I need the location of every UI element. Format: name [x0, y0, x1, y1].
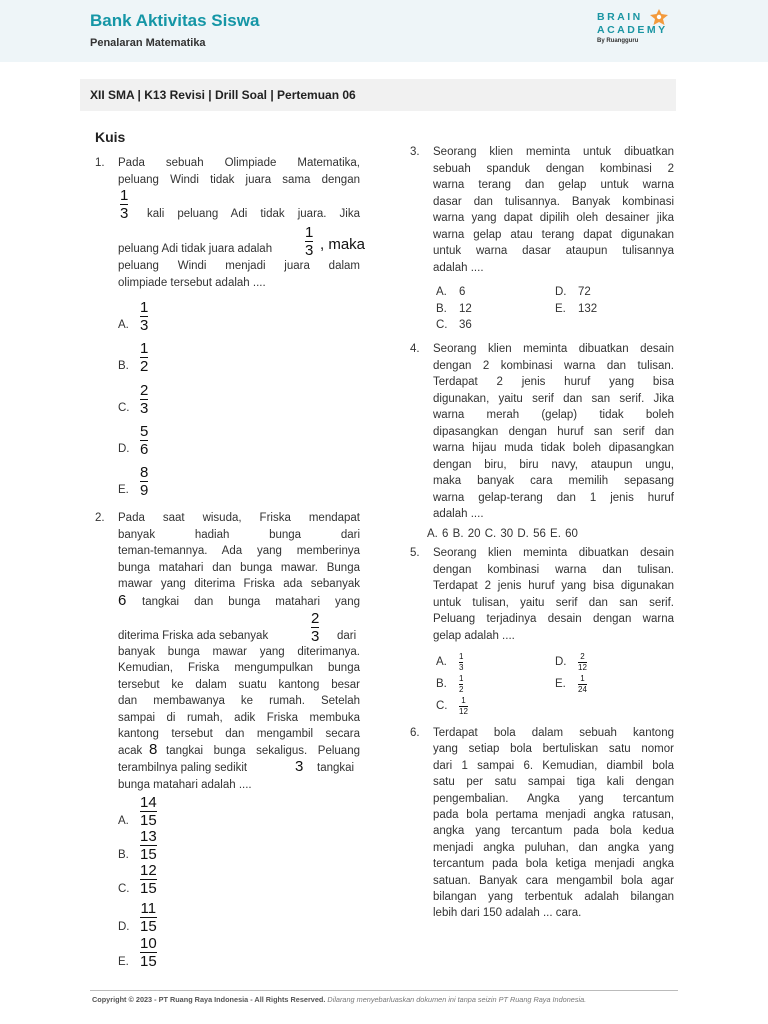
option-label: D.: [555, 286, 567, 298]
text-line: dipasangkan dengan huruf san serif dan: [433, 425, 674, 438]
option-label: C.: [436, 700, 448, 712]
text-line: pada bola pertama menjadi angka ratusan,: [433, 809, 674, 821]
option-label: E.: [118, 956, 129, 968]
q1-line: peluang Windi tidak juara sama dengan: [118, 174, 360, 186]
q5-number: 5.: [410, 547, 420, 559]
q1-inline-fraction: [120, 188, 128, 221]
option-label: A.: [118, 319, 129, 331]
text-line: yang setiap bola bertuliskan satu nomor: [433, 743, 674, 756]
text-line: satuan. Banyak cara mengambil bola agar: [433, 874, 674, 887]
fraction-denominator: 3: [140, 400, 149, 417]
q2-line: tangkai dan bunga matahari yang: [142, 596, 360, 608]
text-line: digunakan, yaitu serif dan san serif. Jika: [433, 392, 674, 405]
fraction-numerator: 12: [140, 862, 157, 879]
q2-line: diterima Friska ada sebanyak: [118, 630, 269, 642]
q1-line: Pada sebuah Olimpiade Matematika,: [118, 157, 360, 169]
fraction-denominator: 12: [459, 707, 468, 716]
course-info-text: XII SMA | K13 Revisi | Drill Soal | Pertemuan 06: [90, 88, 356, 102]
fraction-denominator: 15: [140, 812, 157, 829]
fraction-denominator: 24: [578, 685, 587, 694]
q2-line: sampai di rumah, adik Friska membuka: [118, 712, 360, 724]
option-label: A.: [436, 286, 447, 298]
fraction-numerator: 10: [140, 935, 157, 952]
fraction-denominator: 9: [140, 482, 149, 499]
fraction: [578, 675, 587, 694]
fraction-numerator: 1: [459, 652, 464, 661]
option-value: 12: [459, 303, 472, 315]
fraction-numerator: 2: [580, 652, 585, 661]
fraction: [140, 465, 148, 498]
fraction: [459, 653, 463, 672]
option-value: 132: [578, 303, 598, 315]
text-line: warna terang dan gelap untuk warna: [433, 179, 674, 191]
q2-number: 2.: [95, 512, 105, 524]
q2-line: dari: [337, 630, 357, 642]
fraction: [140, 424, 148, 457]
option-label: C.: [118, 883, 130, 895]
q2-line: teman-temannya. Ada yang memberinya: [118, 545, 360, 557]
fraction: [140, 863, 157, 896]
fraction-numerator: 1: [140, 299, 149, 316]
text-line: untuk tulisan, yaitu serif dan san serif.: [433, 596, 674, 609]
text-line: dengan 2 kombinasi warna dan tulisan.: [433, 359, 674, 372]
q1-line: peluang Adi tidak juara adalah: [118, 243, 273, 255]
fraction-denominator: 2: [140, 358, 149, 375]
fraction-numerator: 8: [140, 464, 149, 481]
fraction-numerator: 1: [580, 674, 585, 683]
fraction-denominator: 3: [120, 205, 129, 222]
q1-line: peluang Windi menjadi juara dalam: [118, 260, 360, 272]
q1-inline-fraction: [305, 225, 313, 258]
logo-line-2: ACADEMY: [597, 24, 668, 36]
fraction: [140, 829, 157, 862]
q2-line: banyak bunga mawar yang diterimanya.: [118, 646, 360, 658]
q2-line: tersebut ke dalam suatu kantong besar: [118, 679, 360, 691]
fraction-numerator: 11: [140, 900, 157, 917]
text-line: dengan biru, biru navy, ataupun ungu,: [433, 458, 674, 471]
text-line: dasar dan tulisannya. Banyak kombinasi: [433, 195, 674, 208]
option-label: B.: [436, 678, 447, 690]
q3-number: 3.: [410, 146, 420, 158]
page-footer: [92, 995, 586, 1004]
q2-line: terambilnya paling sedikit: [118, 762, 248, 774]
text-line: warna gelap atau terang dapat digunakan: [433, 228, 674, 241]
q2-line: tangkai: [317, 762, 355, 774]
logo-line-1: BRAIN: [597, 11, 643, 23]
fraction-denominator: 12: [578, 663, 587, 672]
q2-line: mawar yang diterima Friska ada sebanyak: [118, 578, 360, 590]
q6-number: 6.: [410, 727, 420, 739]
q2-line: dan membawanya ke rumah. Setelah: [118, 695, 360, 707]
fraction: [578, 653, 587, 672]
fraction-numerator: 14: [140, 794, 157, 811]
header-title: Bank Aktivitas Siswa: [90, 11, 260, 30]
q2-number-3: 3: [295, 758, 304, 775]
fraction: [140, 901, 157, 934]
fraction-numerator: 1: [459, 674, 464, 683]
fraction-numerator: 1: [140, 340, 149, 357]
q2-line: bunga matahari dan bunga mawar. Bunga: [118, 562, 360, 574]
q2-line: tangkai bunga sekaligus. Peluang: [166, 745, 360, 757]
logo-star-icon: [648, 8, 670, 26]
q4-number: 4.: [410, 343, 420, 355]
option-label: D.: [118, 921, 130, 933]
q2-line: kantong tersebut dan mengambil secara: [118, 728, 360, 740]
fraction-denominator: 15: [140, 880, 157, 897]
q2-number-6: 6: [118, 592, 127, 609]
fraction-denominator: 15: [140, 953, 157, 970]
fraction: [459, 697, 468, 716]
q2-number-8: 8: [149, 741, 158, 758]
q2-line: acak: [118, 745, 143, 757]
text-line: adalah ....: [433, 261, 484, 274]
text-line: warna merah (gelap) tidak boleh: [433, 409, 674, 421]
q2-line: Pada saat wisuda, Friska mendapat: [118, 512, 360, 524]
fraction-denominator: 3: [459, 663, 464, 672]
q1-line: , maka: [320, 236, 366, 253]
logo-byline: By Ruangguru: [597, 38, 639, 44]
text-line: sebuah spanduk dengan kombinasi 2: [433, 162, 674, 175]
header-subtitle: Penalaran Matematika: [90, 37, 206, 49]
text-line: dengan kombinasi warna dan tulisan.: [433, 563, 674, 576]
option-label: A.: [436, 656, 447, 668]
text-line: menjadi angka puluhan, dan angka yang: [433, 841, 674, 854]
q2-inline-fraction: [311, 611, 319, 644]
footer-copyright: Copyright © 2023 - PT Ruang Raya Indonesia - All Rights Reserved.: [92, 995, 326, 1004]
text-line: maka banyak cara memilih sepasang: [433, 475, 674, 487]
fraction: [140, 795, 157, 828]
q4-options: A. 6 B. 20 C. 30 D. 56 E. 60: [427, 528, 578, 540]
fraction: [140, 936, 157, 969]
text-line: warna hijau muda tidak boleh dipasangkan: [433, 442, 674, 454]
text-line: angka yang tercantum pada bola kedua: [433, 825, 674, 838]
q2-line: Kemudian, Friska mengumpulkan bunga: [118, 662, 360, 674]
brain-academy-logo: [597, 11, 668, 44]
footer-notice: Dilarang menyebarluaskan dokumen ini tanpa seizin PT Ruang Raya Indonesia.: [327, 995, 587, 1004]
fraction-denominator: 3: [305, 242, 314, 259]
fraction: [140, 383, 148, 416]
text-line: warna gelap-terang dan 1 jenis huruf: [433, 491, 674, 504]
fraction: [459, 675, 463, 694]
text-line: Terdapat bola dalam sebuah kantong: [433, 727, 674, 739]
text-line: Terdapat 2 jenis huruf yang bisa digunakan: [433, 580, 674, 592]
q2-line: banyak hadiah bunga dari: [118, 529, 360, 541]
text-line: Terdapat 2 jenis huruf yang bisa: [433, 376, 674, 388]
fraction-denominator: 15: [140, 918, 157, 935]
fraction-denominator: 6: [140, 441, 149, 458]
option-label: A.: [118, 815, 129, 827]
text-line: bilangan yang terbentuk adalah bilangan: [433, 891, 674, 903]
text-line: satu per satu sampai tiga kali dengan: [433, 776, 674, 789]
footer-divider: [90, 990, 678, 991]
fraction-numerator: 1: [461, 696, 466, 705]
option-label: D.: [118, 443, 130, 455]
option-value: 6: [459, 286, 466, 298]
q1-line: olimpiade tersebut adalah ....: [118, 277, 266, 289]
text-line: Seorang klien meminta dibuatkan desain: [433, 547, 674, 559]
page-header: [0, 0, 768, 62]
text-line: tercantum pada bola ketiga menjadi angka: [433, 858, 674, 871]
text-line: Seorang klien meminta untuk dibuatkan: [433, 146, 674, 158]
fraction-denominator: 3: [140, 317, 149, 334]
fraction-numerator: 1: [120, 187, 129, 204]
text-line: pengembalian. Angka yang tercantum: [433, 792, 674, 805]
option-label: E.: [555, 678, 566, 690]
course-info-bar: [80, 79, 676, 111]
text-line: lebih dari 150 adalah ... cara.: [433, 907, 582, 920]
q1-line: kali peluang Adi tidak juara. Jika: [147, 208, 360, 220]
fraction: [140, 341, 148, 374]
option-label: C.: [436, 319, 448, 331]
fraction-numerator: 2: [140, 382, 149, 399]
option-label: C.: [118, 402, 130, 414]
option-value: 72: [578, 286, 591, 298]
fraction-numerator: 5: [140, 423, 149, 440]
option-label: B.: [118, 360, 129, 372]
text-line: adalah ....: [433, 508, 484, 520]
option-label: B.: [118, 849, 129, 861]
fraction: [140, 300, 148, 333]
text-line: gelap adalah ....: [433, 629, 515, 642]
option-label: E.: [118, 484, 129, 496]
fraction-denominator: 3: [311, 628, 320, 645]
option-value: 36: [459, 319, 472, 331]
option-label: D.: [555, 656, 567, 668]
q1-number: 1.: [95, 157, 105, 169]
text-line: Peluang terjadinya desain dengan warna: [433, 613, 674, 625]
text-line: Seorang klien meminta dibuatkan desain: [433, 343, 674, 355]
section-title: Kuis: [95, 129, 126, 145]
fraction-numerator: 1: [305, 224, 314, 241]
text-line: warna yang dapat dipilih oleh desainer jika: [433, 212, 674, 224]
fraction-numerator: 2: [311, 610, 320, 627]
text-line: untuk warna dasar ataupun tulisannya: [433, 245, 674, 257]
option-label: B.: [436, 303, 447, 315]
option-label: E.: [555, 303, 566, 315]
fraction-numerator: 13: [140, 828, 157, 845]
q2-line: bunga matahari adalah ....: [118, 779, 252, 791]
fraction-denominator: 15: [140, 846, 157, 863]
text-line: dari 1 sampai 6. Kemudian, diambil bola: [433, 759, 674, 772]
fraction-denominator: 2: [459, 685, 464, 694]
